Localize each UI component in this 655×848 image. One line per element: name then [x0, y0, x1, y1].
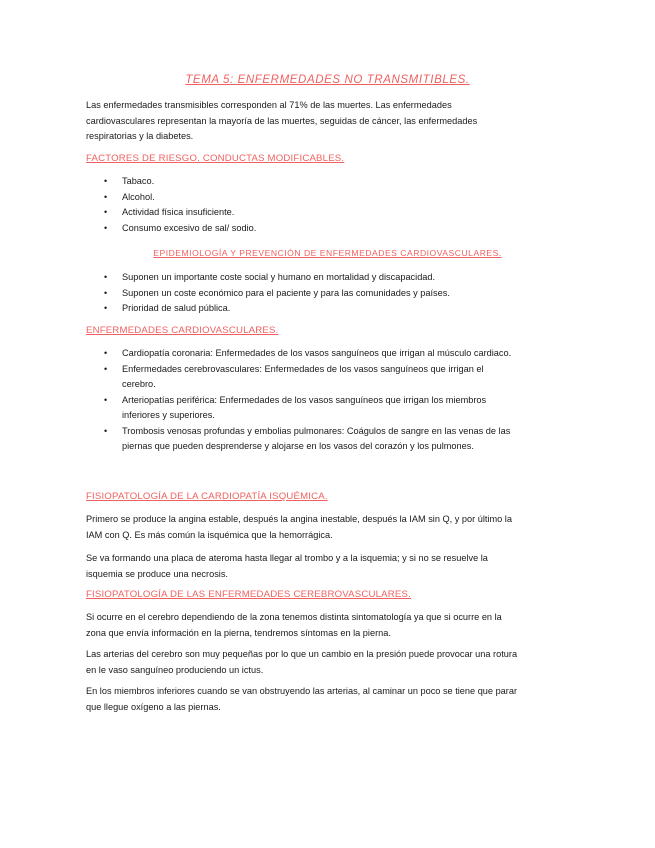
list-item: • Cardiopatía coronaria: Enfermedades de los vasos sanguíneos que irrigan al músculo cardiaco. [86, 346, 518, 362]
list-item: • Alcohol. [86, 190, 518, 206]
cerebro-paragraph-1: Si ocurre en el cerebro dependiendo de la zona tenemos distinta sintomatología ya que si ocurre en la zona que envía información en la pierna, tendremos síntomas en la pierna. [86, 612, 502, 638]
bullet-icon: • [104, 287, 108, 298]
bullet-icon: • [104, 303, 108, 313]
ischemic-paragraph-1: Primero se produce la angina estable, después la angina inestable, después la IAM sin Q, y por último la IAM con Q. Es más común la isquémica que la hemorrágica. [86, 514, 512, 540]
bullet-icon: • [104, 207, 108, 217]
list-item: • Suponen un importante coste social y humano en mortalidad y discapacidad. [86, 270, 518, 286]
cerebro-paragraph-2: Las arterias del cerebro son muy pequeñas por lo que un cambio en la presión puede provocar una rotura en le vaso sanguíneo produciendo un ictus. [86, 649, 518, 675]
list-item: • Tabaco. [86, 174, 518, 190]
list-item: • Suponen un coste económico para el paciente y para las comunidades y países. [86, 286, 518, 302]
list-item: • Prioridad de salud pública. [86, 301, 518, 317]
bullet-icon: • [104, 222, 108, 233]
bullet-icon: • [104, 425, 108, 436]
bullet-icon: • [104, 363, 108, 374]
ischemic-paragraph-2: Se va formando una placa de ateroma hasta llegar al trombo y a la isquemia; y si no se resuelve la isquemia se produce una necrosis. [86, 553, 488, 579]
bullet-icon: • [104, 394, 108, 405]
list-item: • Actividad física insuficiente. [86, 205, 518, 221]
epidemiology-list [86, 270, 518, 317]
bullet-icon: • [104, 176, 108, 186]
epidemiology-heading: EPIDEMIOLOGÍA Y PREVENCIÓN DE ENFERMEDADES CARDIOVASCULARES. [153, 248, 502, 258]
cerebro-heading: FISIOPATOLOGÍA DE LAS ENFERMEDADES CEREBROVASCULARES. [86, 589, 411, 600]
list-item: • Trombosis venosas profundas y embolias pulmonares: Coágulos de sangre en las venas de las piernas que pueden desprenderse y alojarse en los vasos del corazón y los pulmones. [104, 425, 511, 451]
bullet-icon: • [104, 191, 108, 202]
bullet-icon: • [104, 348, 108, 358]
document-title: TEMA 5: ENFERMEDADES NO TRANSMITIBLES. [185, 74, 470, 86]
risk-factors-heading: FACTORES DE RIESGO. CONDUCTAS MODIFICABLES. [86, 153, 345, 164]
cardio-diseases-list [86, 346, 518, 455]
intro-paragraph: Las enfermedades transmisibles corresponden al 71% de las muertes. Las enfermedades cardiovasculares representan la mayoría de las muertes, seguidas de cáncer, las enfermedades respiratorias y la diabetes. [86, 100, 478, 141]
list-item: • Consumo excesivo de sal/ sodio. [86, 221, 518, 237]
cerebro-paragraph-3: En los miembros inferiores cuando se van obstruyendo las arterias, al caminar un poco se tiene que parar que llegue oxígeno a las piernas. [86, 686, 518, 712]
cardio-diseases-heading: ENFERMEDADES CARDIOVASCULARES. [86, 325, 279, 336]
bullet-icon: • [104, 272, 108, 282]
list-item: • Arteriopatías periférica: Enfermedades de los vasos sanguíneos que irrigan los miembros inferiores y superiores. [104, 394, 487, 420]
ischemic-heading: FISIOPATOLOGÍA DE LA CARDIOPATÍA ISQUÉMICA. [86, 491, 328, 502]
risk-factors-list [86, 174, 518, 236]
list-item: • Enfermedades cerebrovasculares: Enfermedades de los vasos sanguíneos que irrigan el cerebro. [104, 363, 484, 389]
